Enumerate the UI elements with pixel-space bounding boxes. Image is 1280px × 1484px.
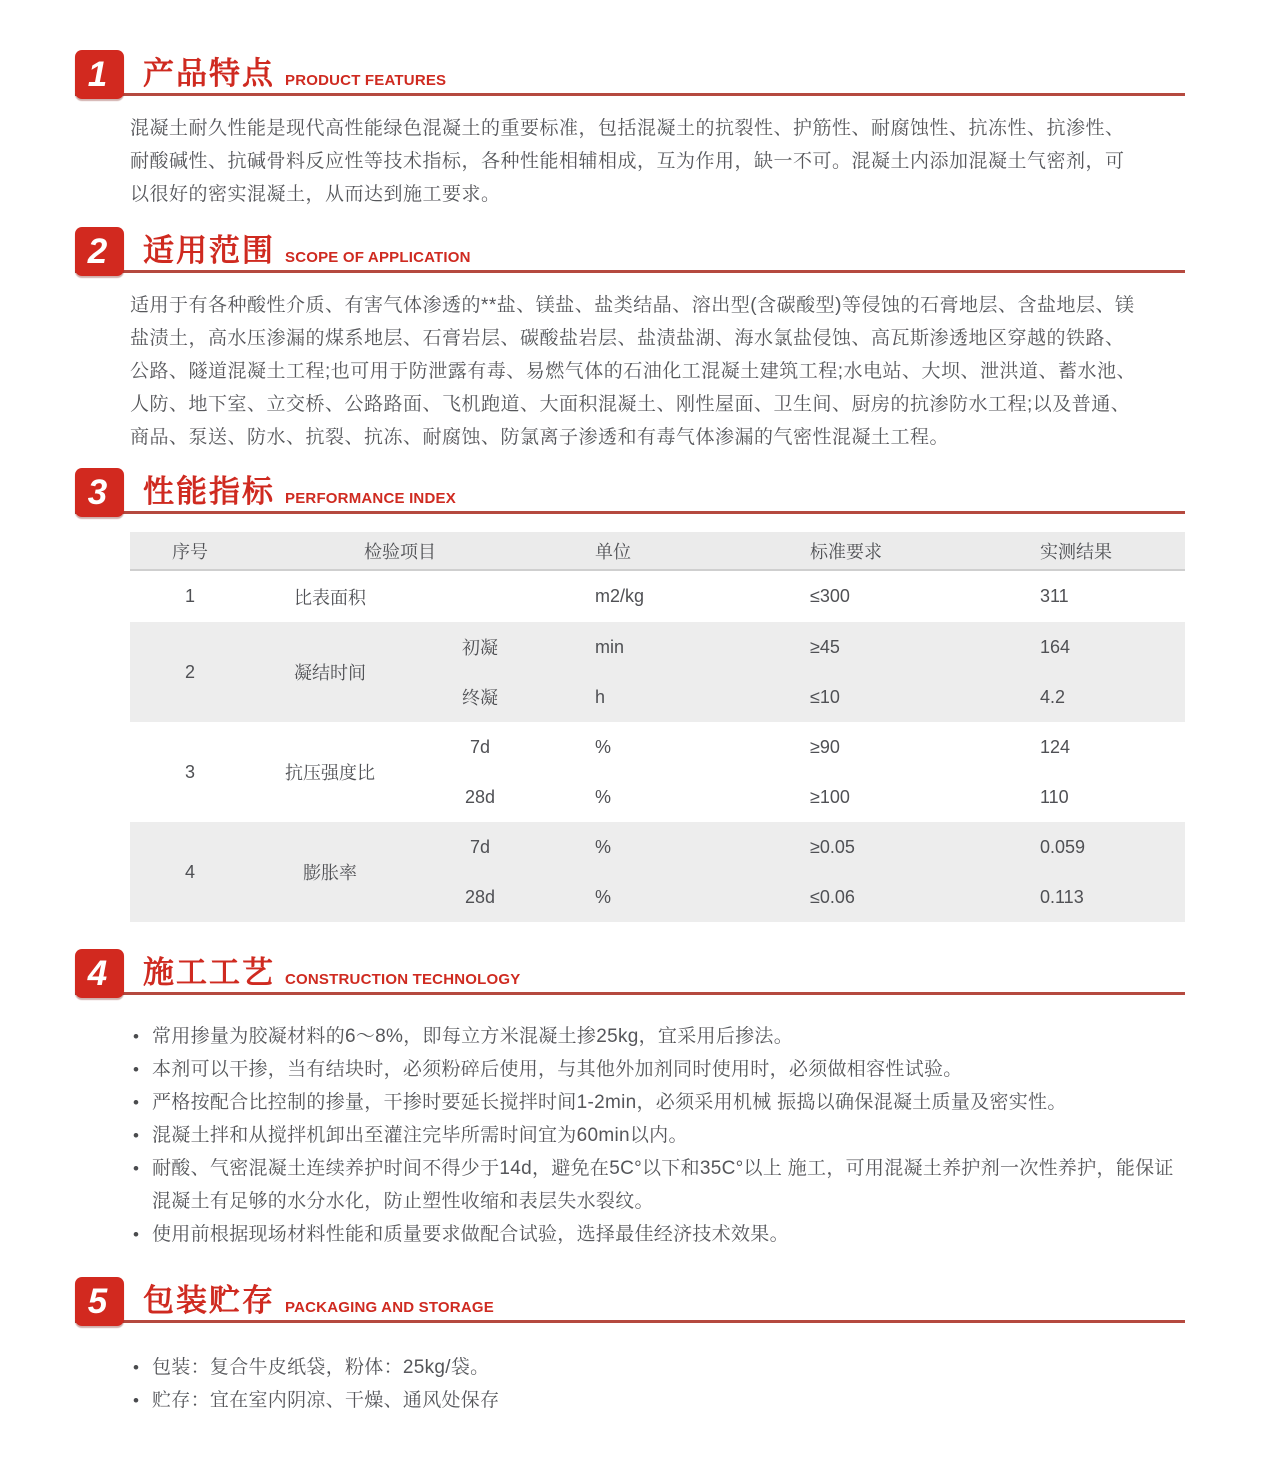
performance-table-wrap xyxy=(130,532,1185,922)
bullet-item: • 常用掺量为胶凝材料的6～8%，即每立方米混凝土掺25kg，宜采用后掺法。 xyxy=(133,1020,1185,1053)
cell-standard: ≤300 xyxy=(810,586,850,606)
bullet-item: • 耐酸、气密混凝土连续养护时间不得少于14d，避免在5C°以下和35C°以上 施工，可用混凝土养护剂一次性养护，能保证混凝土有足够的水分水化，防止塑性收缩和表层失水裂纹。 xyxy=(133,1152,1185,1218)
paragraph-line: 以很好的密实混凝土，从而达到施工要求。 xyxy=(130,184,501,205)
col-header-unit: 单位 xyxy=(595,541,631,562)
cell-result: 0.113 xyxy=(1040,886,1084,907)
section-scope-of-application xyxy=(75,227,1185,454)
cell-standard: ≥90 xyxy=(810,736,840,757)
section-performance-index xyxy=(75,468,1185,922)
section-number: 5 xyxy=(87,1282,108,1321)
cell-result: 4.2 xyxy=(1040,686,1066,707)
paragraph-line: 人防、地下室、立交桥、公路路面、飞机跑道、大面积混凝土、刚性屋面、卫生间、厨房的抗渗防水工程;以及普通、 xyxy=(130,394,1131,415)
cell-result: 164 xyxy=(1040,636,1071,657)
cell-sub: 终凝 xyxy=(462,688,498,708)
section-header xyxy=(75,468,1185,514)
paragraph-line: 适用于有各种酸性介质、有害气体渗透的**盐、镁盐、盐类结晶、溶出型(含碳酸型)等侵蚀的石膏地层、含盐地层、镁 xyxy=(130,295,1135,316)
bullet-item: • 包装：复合牛皮纸袋，粉体：25kg/袋。 xyxy=(133,1351,1185,1384)
section-number-badge xyxy=(75,50,124,99)
section-number: 4 xyxy=(87,954,108,993)
cell-unit: min xyxy=(595,636,625,657)
section-subtitle-en: PRODUCT FEATURES xyxy=(285,71,447,89)
cell-unit: h xyxy=(595,686,606,707)
section-title-cn: 产品特点 xyxy=(143,56,275,91)
cell-no: 2 xyxy=(184,661,195,682)
table-row xyxy=(130,570,1185,622)
section-subtitle-en: PERFORMANCE INDEX xyxy=(285,489,456,507)
section-product-features xyxy=(75,50,1185,211)
col-header-no: 序号 xyxy=(172,541,208,562)
cell-sub: 7d xyxy=(469,836,491,857)
cell-sub: 初凝 xyxy=(462,638,498,658)
performance-table xyxy=(130,532,1185,922)
cell-result: 0.059 xyxy=(1040,836,1086,857)
bullet-item: • 混凝土拌和从搅拌机卸出至灌注完毕所需时间宜为60min以内。 xyxy=(133,1119,1185,1152)
section-subtitle-en: PACKAGING AND STORAGE xyxy=(285,1298,494,1316)
cell-no: 1 xyxy=(184,586,195,606)
table-row xyxy=(130,622,1185,672)
cell-result: 110 xyxy=(1040,786,1069,807)
section-title-cn: 性能指标 xyxy=(143,474,275,509)
cell-unit: % xyxy=(595,786,612,807)
paragraph-line: 商品、泵送、防水、抗裂、抗冻、耐腐蚀、防氯离子渗透和有毒气体渗漏的气密性混凝土工程。 xyxy=(130,427,950,448)
cell-item: 凝结时间 xyxy=(294,663,366,683)
section-construction-technology xyxy=(75,949,1185,1251)
col-header-item: 检验项目 xyxy=(364,541,436,562)
paragraph-line: 盐渍土，高水压渗漏的煤系地层、石膏岩层、碳酸盐岩层、盐渍盐湖、海水氯盐侵蚀、高瓦斯渗透地区穿越的铁路、 xyxy=(130,328,1125,349)
section-subtitle-en: SCOPE OF APPLICATION xyxy=(285,248,471,266)
paragraph-line: 公路、隧道混凝土工程;也可用于防泄露有毒、易燃气体的石油化工混凝土建筑工程;水电站、大坝、泄洪道、蓄水池、 xyxy=(130,361,1137,382)
cell-unit: % xyxy=(595,836,612,857)
cell-unit: % xyxy=(595,736,612,757)
cell-no: 3 xyxy=(184,761,195,782)
cell-item: 比表面积 xyxy=(294,587,366,608)
section-title-cn: 包装贮存 xyxy=(143,1283,275,1318)
cell-unit: % xyxy=(595,886,612,907)
section-header xyxy=(75,949,1185,995)
section-header xyxy=(75,1277,1185,1323)
section-packaging-storage xyxy=(75,1277,1185,1417)
packaging-bullet-list xyxy=(133,1351,1185,1417)
section-number-badge xyxy=(75,227,124,276)
construction-bullet-list xyxy=(133,1020,1185,1251)
cell-sub: 7d xyxy=(469,736,491,757)
cell-standard: ≥100 xyxy=(810,786,850,807)
section-paragraph xyxy=(130,112,1185,211)
table-row xyxy=(130,722,1185,772)
paragraph-line: 混凝土耐久性能是现代高性能绿色混凝土的重要标准，包括混凝土的抗裂性、护筋性、耐腐蚀性、抗冻性、抗渗性、 xyxy=(130,118,1125,139)
cell-standard: ≤10 xyxy=(810,686,840,707)
cell-result: 124 xyxy=(1040,736,1071,757)
section-number-badge xyxy=(75,468,124,517)
section-title-cn: 适用范围 xyxy=(143,233,275,268)
section-header xyxy=(75,50,1185,96)
section-number: 3 xyxy=(87,473,108,512)
paragraph-line: 耐酸碱性、抗碱骨料反应性等技术指标，各种性能相辅相成，互为作用，缺一不可。混凝土内添加混凝土气密剂，可 xyxy=(130,151,1125,172)
section-header xyxy=(75,227,1185,273)
cell-sub: 28d xyxy=(464,786,496,807)
bullet-item: • 使用前根据现场材料性能和质量要求做配合试验，选择最佳经济技术效果。 xyxy=(133,1218,1185,1251)
cell-sub: 28d xyxy=(464,886,496,907)
col-header-result: 实测结果 xyxy=(1040,541,1112,562)
section-number: 2 xyxy=(87,232,108,271)
cell-no: 4 xyxy=(184,861,195,882)
cell-item: 膨胀率 xyxy=(303,863,357,883)
section-number-badge xyxy=(75,949,124,998)
cell-result: 311 xyxy=(1040,586,1069,606)
cell-standard: ≥0.05 xyxy=(810,836,855,857)
bullet-item: • 严格按配合比控制的掺量，干掺时要延长搅拌时间1-2min，必须采用机械 振捣以确保混凝土质量及密实性。 xyxy=(133,1086,1185,1119)
cell-standard: ≤0.06 xyxy=(810,886,855,907)
bullet-item: • 贮存：宜在室内阴凉、干燥、通风处保存 xyxy=(133,1384,1185,1417)
col-header-standard: 标准要求 xyxy=(810,541,882,562)
section-paragraph xyxy=(130,289,1185,454)
cell-item: 抗压强度比 xyxy=(285,763,375,783)
bullet-item: • 本剂可以干掺，当有结块时，必须粉碎后使用，与其他外加剂同时使用时，必须做相容性试验。 xyxy=(133,1053,1185,1086)
table-header-row xyxy=(130,532,1185,570)
cell-unit: m2/kg xyxy=(595,586,645,606)
section-title-cn: 施工工艺 xyxy=(143,955,275,990)
section-number-badge xyxy=(75,1277,124,1326)
section-number: 1 xyxy=(87,55,108,94)
table-row xyxy=(130,822,1185,872)
cell-standard: ≥45 xyxy=(810,636,840,657)
section-subtitle-en: CONSTRUCTION TECHNOLOGY xyxy=(285,970,521,988)
